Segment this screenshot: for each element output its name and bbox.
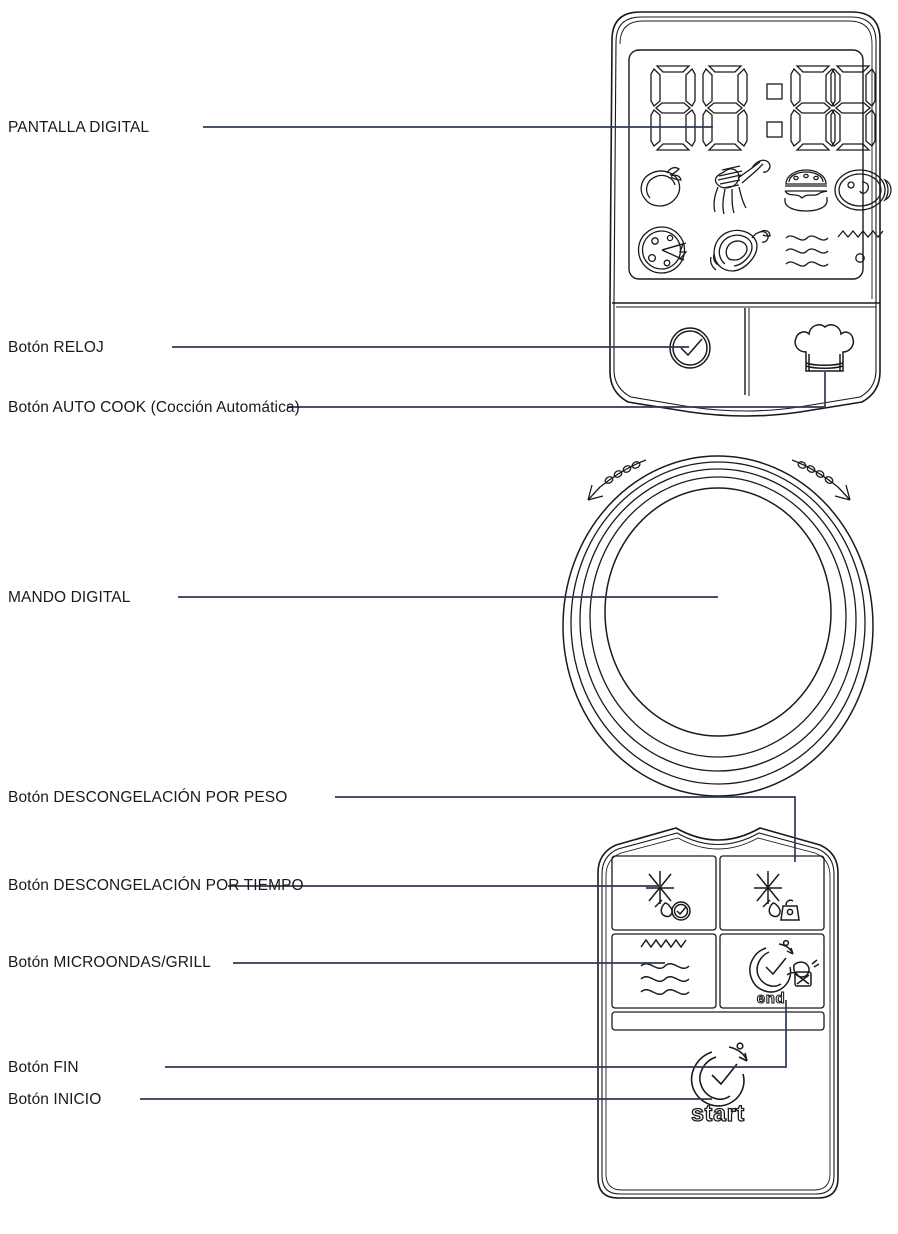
callout-mando-digital: MANDO DIGITAL <box>8 589 131 606</box>
bottom-control-panel <box>598 828 838 1198</box>
callout-boton-auto-cook: Botón AUTO COOK (Cocción Automática) <box>8 399 300 416</box>
callout-boton-fin: Botón FIN <box>8 1059 79 1076</box>
callout-boton-descongelacion-peso: Botón DESCONGELACIÓN POR PESO <box>8 789 288 806</box>
callout-pantalla-digital: PANTALLA DIGITAL <box>8 119 150 136</box>
top-control-panel <box>610 12 891 416</box>
rotate-right-arrow <box>792 460 850 500</box>
rotary-dial[interactable] <box>563 456 873 796</box>
end-caption: end <box>756 990 786 1007</box>
start-caption: start <box>691 1100 745 1126</box>
callout-boton-microondas-grill: Botón MICROONDAS/GRILL <box>8 954 211 971</box>
callout-boton-reloj: Botón RELOJ <box>8 339 104 356</box>
callout-boton-inicio: Botón INICIO <box>8 1091 102 1108</box>
callout-boton-descongelacion-tiempo: Botón DESCONGELACIÓN POR TIEMPO <box>8 877 304 894</box>
